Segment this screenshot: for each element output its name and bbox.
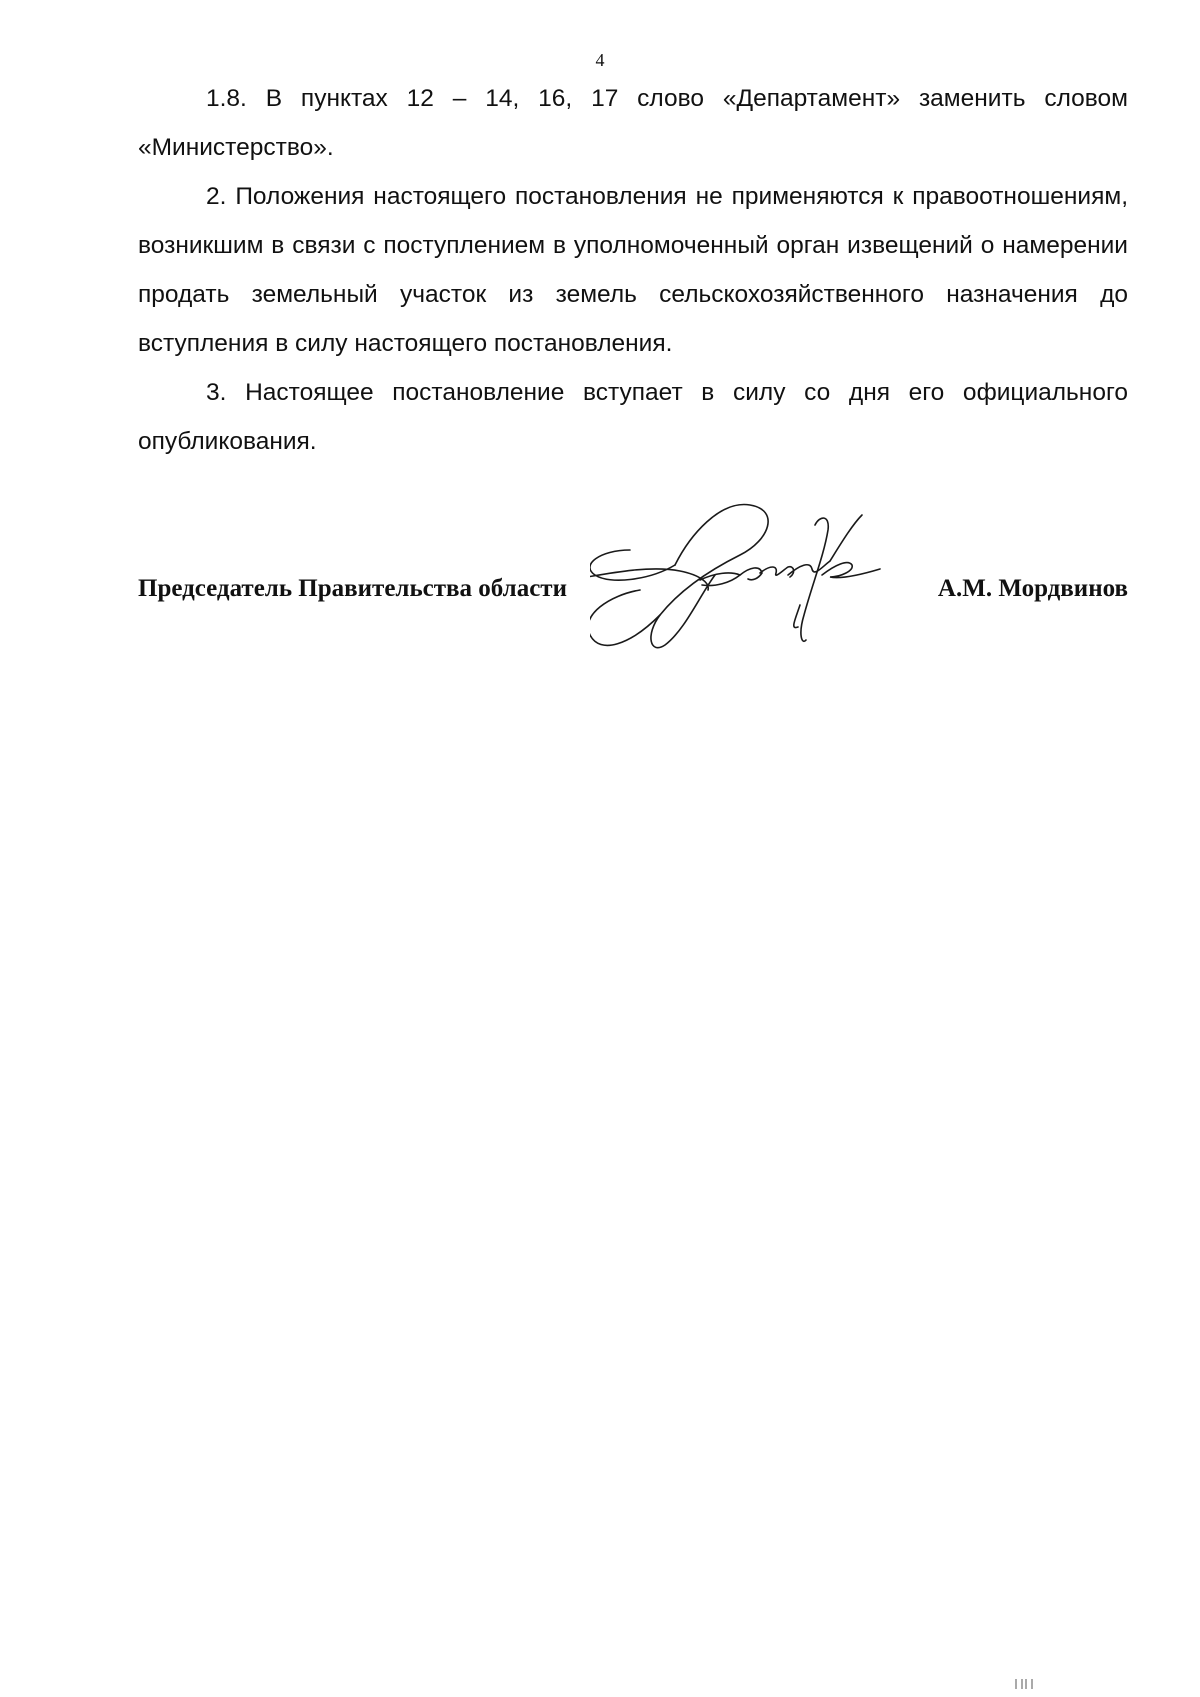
signatory-name: А.М. Мордвинов — [937, 575, 1128, 602]
scan-artifact — [1010, 1679, 1050, 1689]
paragraph-1-8: 1.8. В пунктах 12 – 14, 16, 17 слово «Департамент» заменить словом «Министерство». — [138, 85, 1128, 161]
document-body — [138, 74, 1128, 466]
paragraph-2: 2. Положения настоящего постановления не применяются к правоотношениям, возникшим в связи с поступлением в уполномоченный орган извещений о намерении продать земельный участок из земель сельскохозяйственного назначения до вступления в силу настоящего постановления. — [138, 183, 1128, 357]
handwritten-signature — [590, 495, 930, 695]
signatory-title: Председатель Правительства области — [138, 575, 567, 602]
page-number: 4 — [595, 50, 605, 70]
paragraph-3: 3. Настоящее постановление вступает в силу со дня его официального опубликования. — [138, 379, 1128, 455]
